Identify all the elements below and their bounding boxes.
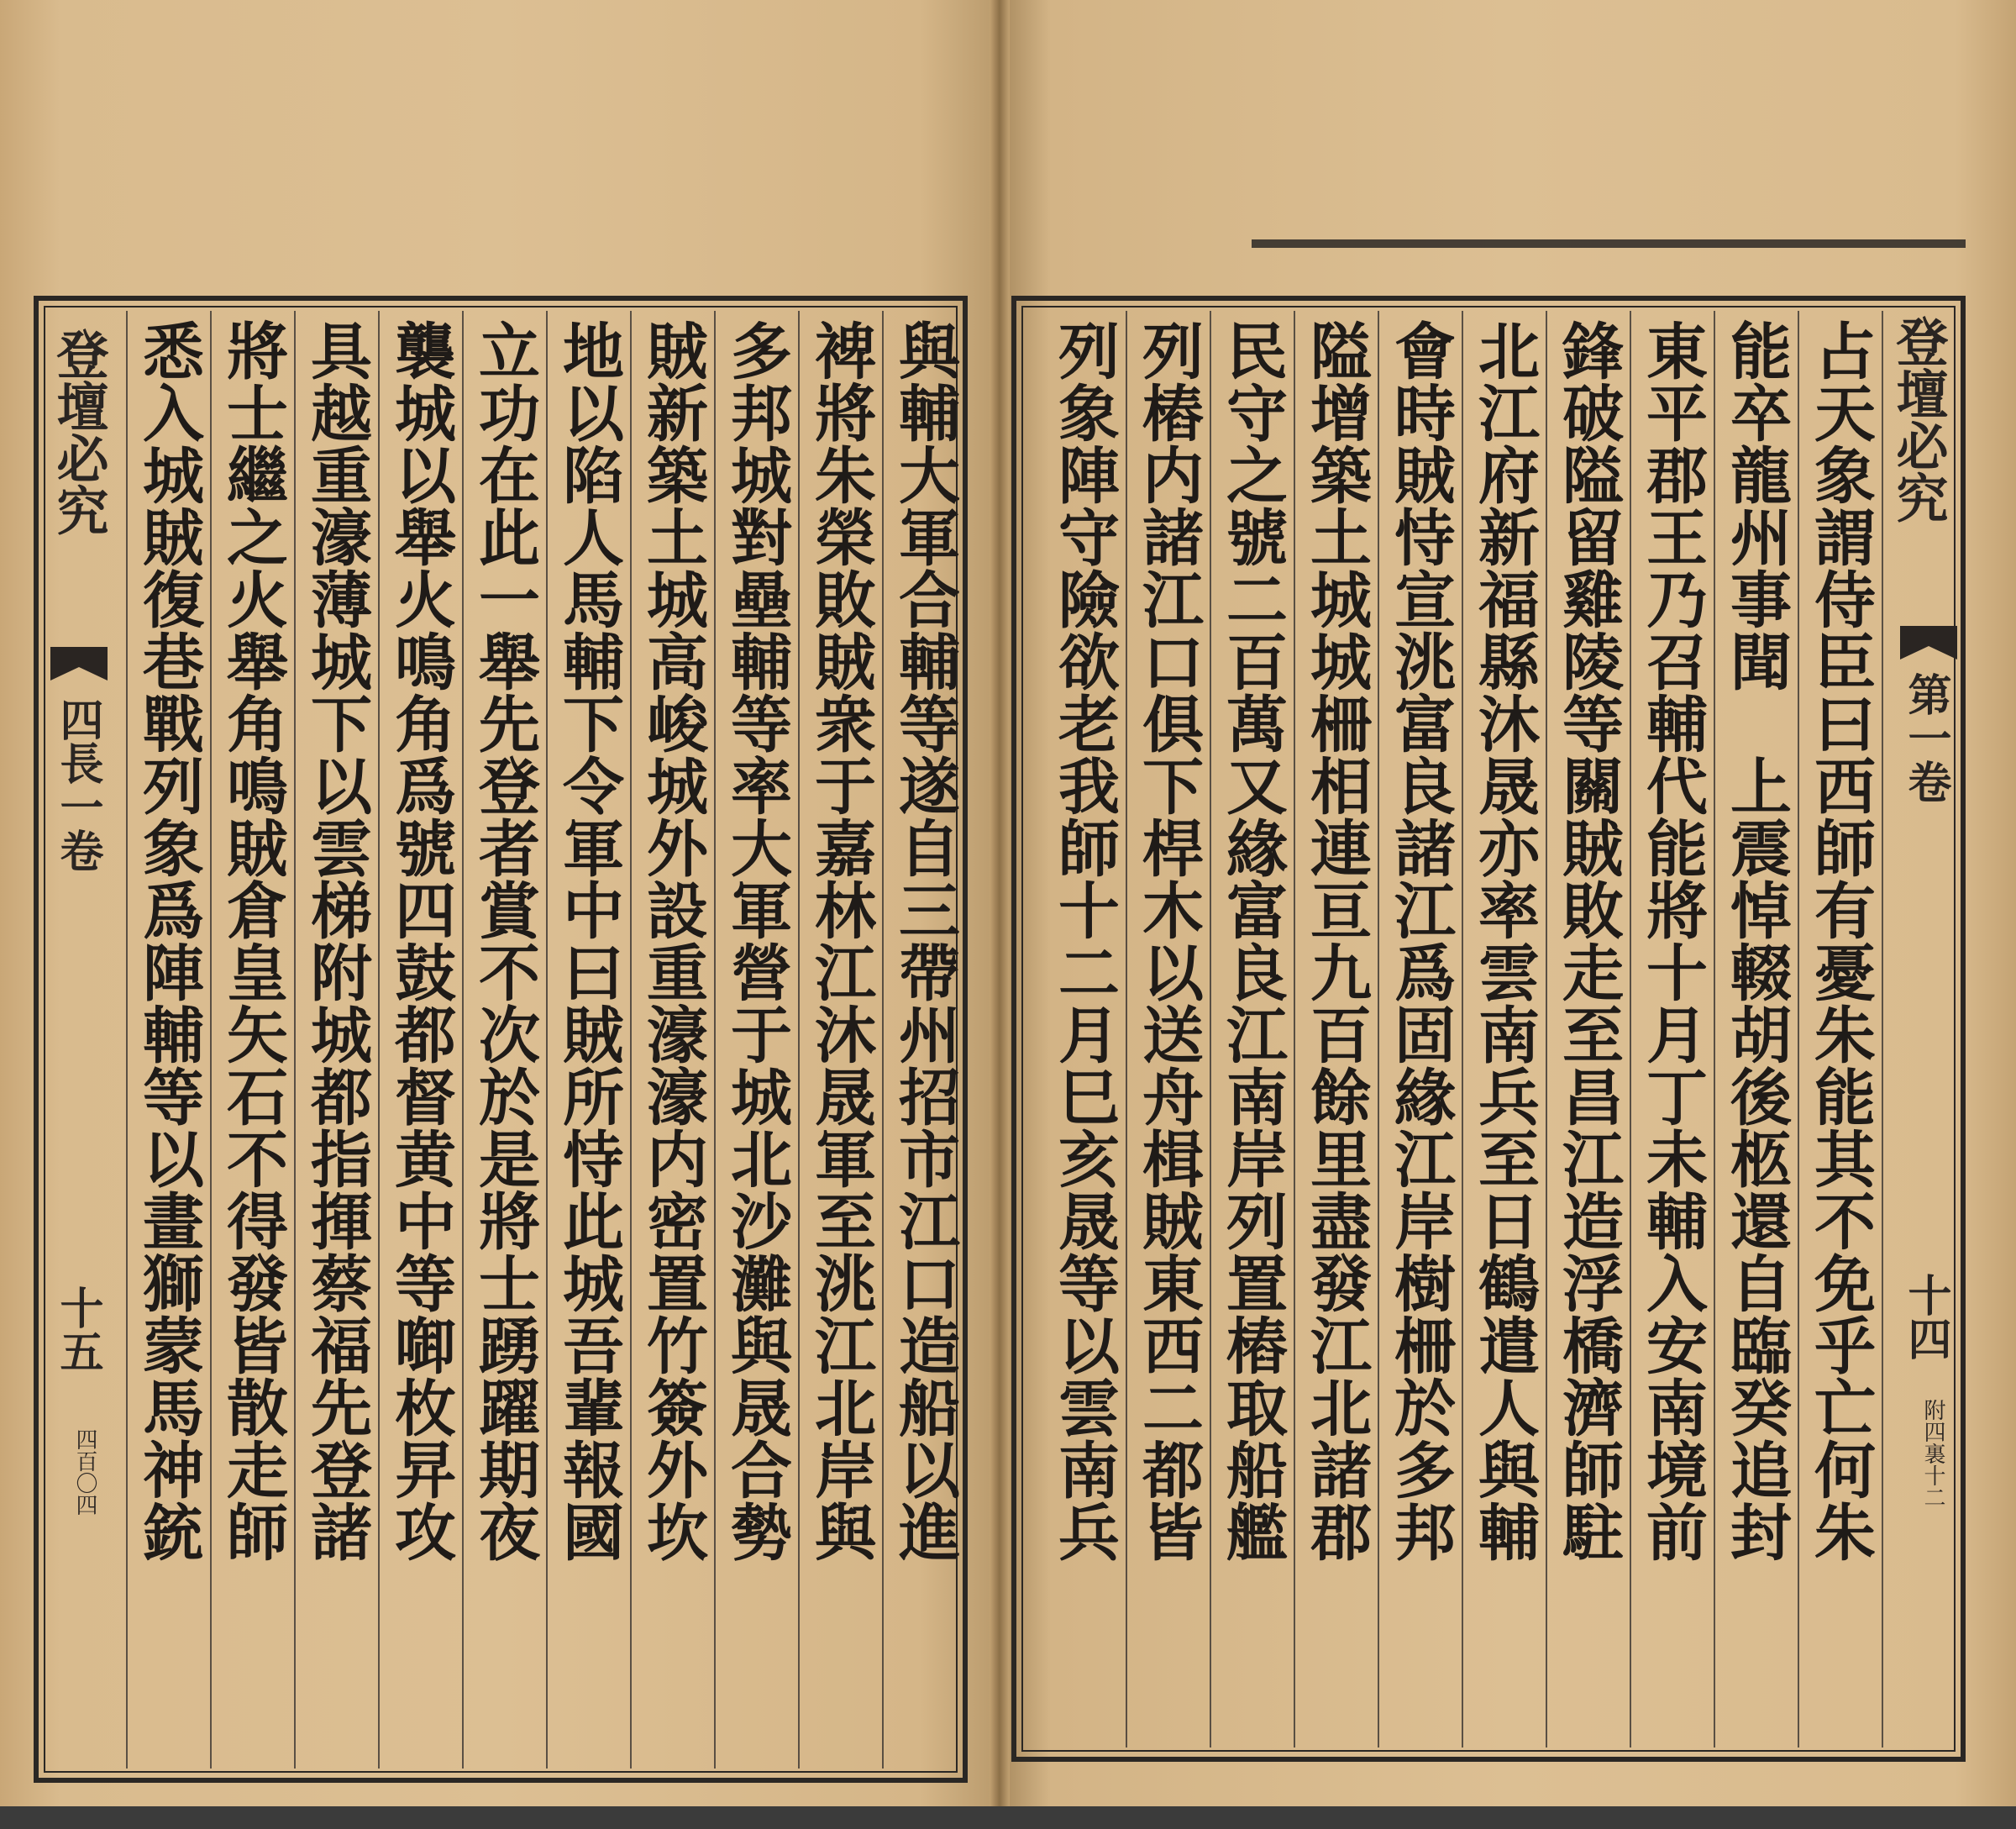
column-rule [126,311,128,1769]
column-rule [1882,311,1883,1748]
text-column: 北江府新福縣沐晟亦率雲南兵至日鶴遣人與輔 [1467,319,1540,1563]
text-column: 悉入城賊復巷戰列象爲陣輔等以畫獅蒙馬神銃 [132,319,204,1563]
text-column: 隘增築土城城柵相連亘九百餘里盡發江北諸郡 [1299,319,1372,1563]
column-rule [1462,311,1463,1748]
text-column: 具越重濠薄城下以雲梯附城都指揮蔡福先登諸 [300,319,372,1563]
column-rule [294,311,296,1769]
column-rule [1714,311,1715,1748]
right-page [1000,0,2016,1806]
column-rule [1798,311,1799,1748]
column-rule [1126,311,1127,1748]
column-rule [1294,311,1295,1748]
margin-title: 登壇必究 [48,328,109,536]
column-rule [1378,311,1379,1748]
text-column: 列象陣守險欲老我師十二月巳亥晟等以雲南兵 [1047,319,1120,1563]
text-column: 地以陷人馬輔下令軍中曰賊所恃此城吾輩報國 [552,319,624,1563]
text-column: 占天象謂侍臣曰西師有憂朱能其不免乎亡何朱 [1803,319,1876,1563]
column-rule [1630,311,1631,1748]
leaf-number: 十五 [52,1285,103,1373]
text-column: 將士繼之火舉角鳴賊倉皇矢石不得發皆散走師 [216,319,288,1563]
text-column: 會時賊恃宣洮富良諸江爲固緣江岸樹柵於多邦 [1383,319,1456,1563]
column-rule [378,311,380,1769]
volume-label: 四長一卷 [52,697,103,872]
text-column: 民守之號二百萬又緣富良江南岸列置樁取船艦 [1215,319,1288,1563]
column-rule [630,311,632,1769]
book-gutter [990,0,1010,1806]
left-page [0,0,1000,1806]
column-rule [1210,311,1211,1748]
text-column: 襲城以舉火鳴角爲號四鼓都督黄中等啣枚㫒攻 [384,319,456,1563]
top-ink-rule [1252,239,1966,248]
text-column: 能卒龍州事聞 上震悼輟胡後柩還自臨癸追封 [1719,319,1792,1563]
stamp-number: 附四裏十二 [1920,1399,1945,1508]
text-column: 賊新築土城高峻城外設重濠濠内密置竹簽外坎 [636,319,708,1563]
text-column: 鋒破隘留雞陵等關賊敗走至昌江造浮橋濟師駐 [1551,319,1624,1563]
column-rule [210,311,212,1769]
text-column: 多邦城對壘輔等率大軍營于城北沙灘與晟合勢 [720,319,792,1563]
text-column: 列樁内諸江口俱下桿木以送舟楫賊東西二都皆 [1131,319,1204,1563]
column-rule [546,311,548,1769]
margin-title: 登壇必究 [1887,315,1949,523]
column-rule [462,311,464,1769]
text-column: 東平郡王乃召輔代能將十月丁未輔入安南境前 [1635,319,1708,1563]
volume-label: 第一卷 [1900,672,1951,803]
stamp-number: 四百〇四 [72,1428,97,1516]
text-column: 與輔大軍合輔等遂自三帶州招市江口造船以進 [888,319,960,1563]
column-rule [882,311,884,1769]
column-rule [1546,311,1547,1748]
column-rule [714,311,716,1769]
text-column: 裨將朱榮敗賊衆于嘉林江沐晟軍至洮江北岸與 [804,319,876,1563]
text-column: 立功在此一舉先登者賞不次於是將士踴躍期夜 [468,319,540,1563]
leaf-number: 十四 [1900,1273,1951,1360]
column-rule [798,311,800,1769]
